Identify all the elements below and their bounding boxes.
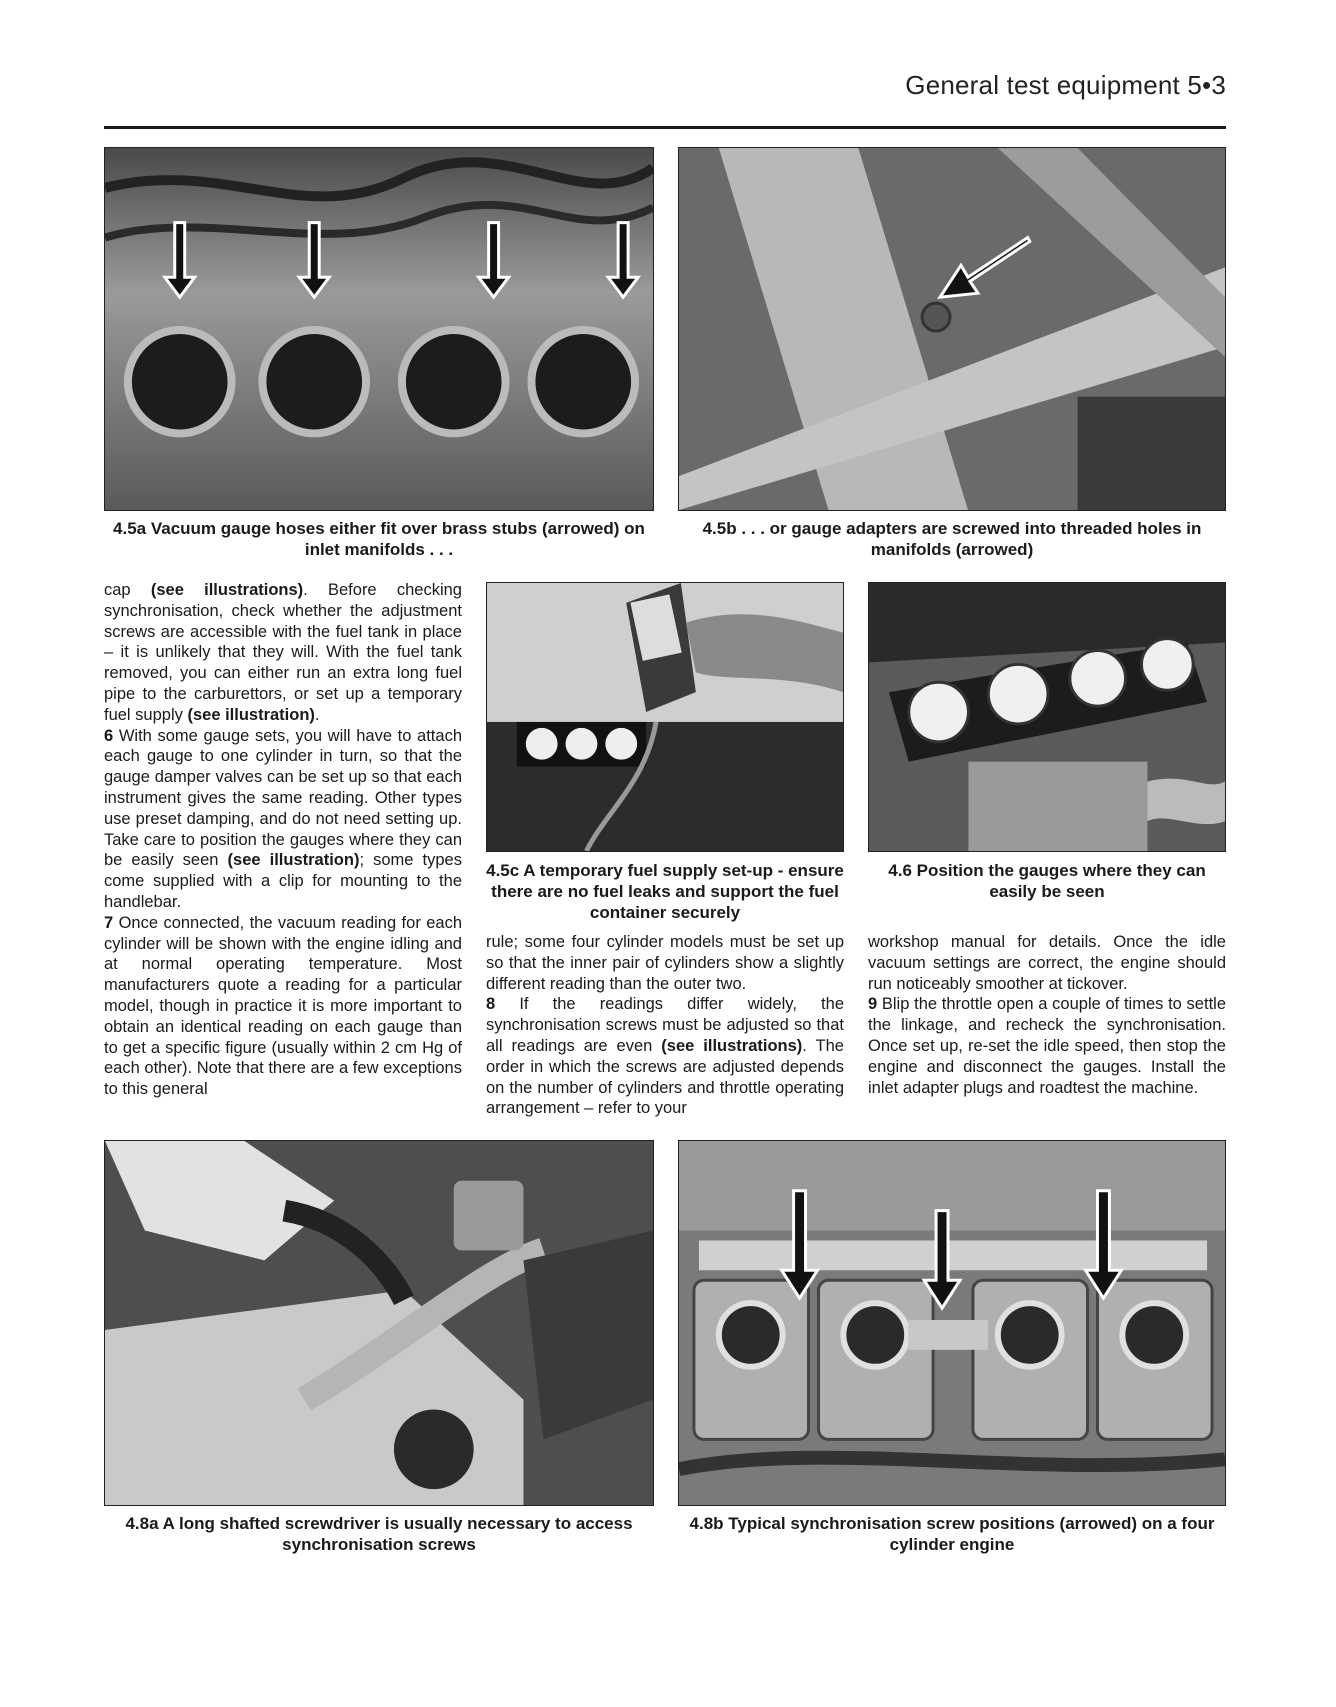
- paragraph-6: 6 With some gauge sets, you will have to attach each gauge to one cylinder in turn, so that the gauge damper valves can be set up so that each instrument gives the same reading. Other types use preset damping, and do not need setting up. Take care to position the gauges where they can be easily seen (see illustration); some types come supplied with a clip for mounting to the handlebar.: [104, 726, 462, 911]
- photo-4-5a-inlet-manifolds: [104, 147, 654, 511]
- caption-4-8b: 4.8b Typical synchronisation screw positions (arrowed) on a four cylinder engine: [689, 1514, 1215, 1554]
- paragraph-9: 9 Blip the throttle open a couple of times to settle the linkage, and recheck the synchronisation. Once set up, re-set the idle speed, then stop the engine and disconnect the gauges. Install the inlet adapter plugs and roadtest the machine.: [868, 995, 1226, 1097]
- photo-4-5c-temporary-fuel-supply: [486, 582, 844, 852]
- caption-4-5c: 4.5c A temporary fuel supply set-up - ensure there are no fuel leaks and support the fuel container securely: [486, 861, 844, 922]
- paragraph-8: 8 If the readings differ widely, the synchronisation screws must be adjusted so that all readings are even (see illustrations). The order in which the screws are adjusted depends on the number of cylinders and throttle operating arrangement – refer to your: [486, 995, 844, 1118]
- caption-4-6: 4.6 Position the gauges where they can easily be seen: [888, 861, 1206, 901]
- caption-4-5a: 4.5a Vacuum gauge hoses either fit over brass stubs (arrowed) on inlet manifolds . . .: [113, 519, 645, 559]
- photo-4-5b-gauge-adapters: [678, 147, 1226, 511]
- text-column-2: [486, 932, 844, 1119]
- page-header-title: General test equipment 5•3: [905, 70, 1226, 100]
- photo-4-8b-synchronisation-screws: [678, 1140, 1226, 1506]
- text-column-3: [868, 932, 1226, 1098]
- paragraph-7: 7 Once connected, the vacuum reading for each cylinder will be shown with the engine idling and at normal operating temperature. Most manufacturers quote a reading for a particular model, though in practice it is more important to obtain an identical reading on each gauge than to get a specific figure (usually within 2 cm Hg of each other). Note that there are a few exceptions to this general: [104, 913, 462, 1099]
- caption-4-5b: 4.5b . . . or gauge adapters are screwed into threaded holes in manifolds (arrowed): [702, 519, 1202, 559]
- caption-4-8a: 4.8a A long shafted screwdriver is usually necessary to access synchronisation screws: [125, 1514, 633, 1554]
- photo-4-6-gauge-positions: [868, 582, 1226, 852]
- paragraph-5-continued: cap (see illustrations). Before checking synchronisation, check whether the adjustment screws are accessible with the fuel tank in place – it is unlikely that they will. With the fuel tank removed, you can either run an extra long fuel pipe to the carburettors, or set up a temporary fuel supply (see illustration).: [104, 581, 462, 724]
- paragraph-8-continued: workshop manual for details. Once the idle vacuum settings are correct, the engine should run noticeably smoother at tickover.: [868, 933, 1226, 993]
- paragraph-7-continued: rule; some four cylinder models must be set up so that the inner pair of cylinders show a slightly different reading than the outer two.: [486, 933, 844, 993]
- text-column-1: [104, 580, 462, 1100]
- header-rule: [104, 126, 1226, 129]
- photo-4-8a-long-screwdriver: [104, 1140, 654, 1506]
